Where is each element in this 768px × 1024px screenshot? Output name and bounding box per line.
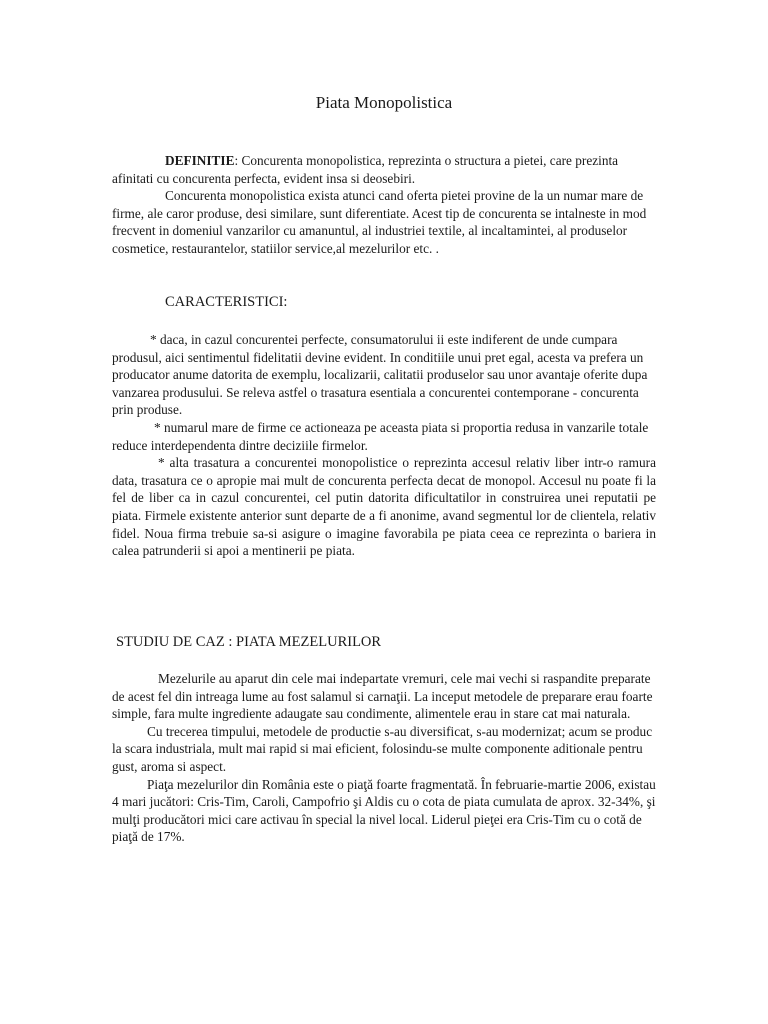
characteristics-heading: CARACTERISTICI:: [165, 294, 288, 310]
characteristic-item: * numarul mare de firme ce actioneaza pe aceasta piata si proportia redusa in vanzarile totale reduce interdependenta dintre deciziile firmelor.: [112, 419, 649, 453]
case-study-heading: STUDIU DE CAZ : PIATA MEZELURILOR: [116, 634, 382, 650]
definition-section: [112, 152, 656, 258]
characteristics-list: [112, 331, 656, 560]
characteristics-heading-row: [112, 294, 656, 312]
case-study-paragraph: Cu trecerea timpului, metodele de productie s-au diversificat, s-au modernizat; acum se produc la scara industriala, mult mai rapid si mai eficient, folosindu-se multe componente aditionale pentru gust, aroma si aspect.: [112, 723, 653, 774]
definition-paragraph: [112, 152, 656, 187]
document-title: Piata Monopolistica: [315, 93, 453, 112]
definition-paragraph-2: Concurenta monopolistica exista atunci cand oferta pietei provine de la un numar mare de firme, ale caror produse, desi similare, sunt diferentiate. Acest tip de concurenta se intalneste in mod frecvent in domeniul vanzarilor cu amanuntul, al industriei textile, al incaltamintei, al produselor cosmetice, restaurantelor, statiilor service,al mezelurilor etc. .: [112, 188, 647, 256]
case-study-heading-row: [116, 634, 660, 652]
case-study-paragraph: Piaţa mezelurilor din România este o piaţă foarte fragmentată. În februarie-martie 2006, existau 4 mari jucători: Cris-Tim, Caroli, Campofrio şi Aldis cu o cota de piata cumulata de aprox. 32-34%, şi mulţi producători mici care activau în special la nivel local. Liderul pieţei era Cris-Tim cu o cotă de piaţă de 17%.: [112, 776, 656, 845]
characteristic-item: * alta trasatura a concurentei monopolistice o reprezinta accesul relativ liber intr-o ramura data, trasatura ce o apropie mai mult de concurenta perfecta decat de monopol. Accesul nu poate fi la fel de liber ca in cazul concurentei, cel putin datorita dificultatilor in construirea unei reputatii pe piata. Firmele existente anterior sunt departe de a fi anonime, avand segmentul lor de clientela, relativ fidel. Noua firma trebuie sa-si asigure o imagine favorabila pe piata ceea ce reprezinta o bariera in calea patrunderii si apoi a mentinerii pe piata.: [112, 455, 656, 559]
characteristic-item: * daca, in cazul concurentei perfecte, consumatorului ii este indiferent de unde cumpara produsul, aici sentimentul fidelitatii devine evident. In conditiile unui pret egal, acesta va prefera un producator anume datorita de exemplu, localizarii, calitatii produselor sau unor avantaje oferite dupa vanzarea produsului. Se releva astfel o trasatura esentiala a concurentei contemporane - concurenta prin produse.: [112, 332, 648, 418]
definition-label: DEFINITIE: [165, 153, 235, 168]
definition-text: : Concurenta monopolistica, reprezinta o structura a pietei, care prezinta afinitati cu concurenta perfecta, evident insa si deosebiri.: [112, 153, 619, 186]
case-study-paragraph: Mezelurile au aparut din cele mai indepartate vremuri, cele mai vechi si raspandite preparate de acest fel din intreaga lume au fost salamul si carnaţii. La inceput metodele de preparare erau foarte simple, fara multe ingrediente adaugate sau condimente, alimentele erau in stare cat mai naturala.: [112, 671, 653, 722]
case-study-section: [112, 670, 656, 846]
